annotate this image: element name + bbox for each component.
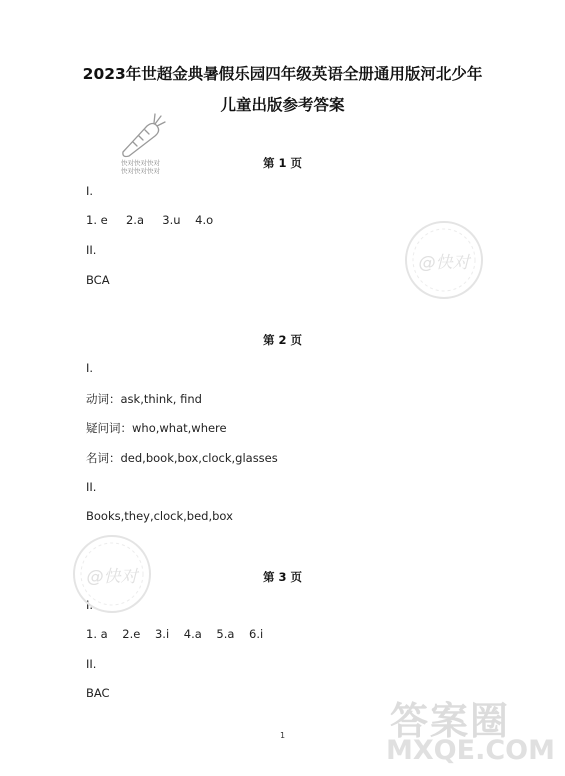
section-3-line: I.: [86, 598, 94, 612]
section-2-line: II.: [86, 480, 97, 494]
section-2-line: 名词：ded,book,box,clock,glasses: [86, 451, 278, 465]
section-1-line: II.: [86, 243, 97, 257]
section-2-line: 动词：ask,think, find: [86, 392, 202, 406]
section-3-line: 1. a 2.e 3.i 4.a 5.a 6.i: [86, 627, 264, 641]
title-line-2: 儿童出版参考答案: [220, 96, 345, 114]
watermark-url: MXQE.COM: [386, 735, 555, 766]
section-1-line: BCA: [86, 273, 110, 287]
watermark-stamp-icon: [70, 532, 154, 616]
page-number: 1: [279, 731, 286, 740]
watermark-stamp-text: @快对: [418, 253, 470, 273]
section-3-line: BAC: [86, 686, 110, 700]
section-2-line: 疑问词：who,what,where: [86, 421, 227, 435]
section-1-line: 1. e 2.a 3.u 4.o: [86, 213, 214, 227]
section-1-line: I.: [86, 184, 94, 198]
logo-caption-line-2: 快对快对快对: [121, 167, 160, 175]
watermark-site-name: 答案圈: [390, 699, 511, 743]
section-heading-page-2: 第 2 页: [262, 333, 302, 347]
watermark-stamp-icon: [402, 218, 486, 302]
title-line-1: 2023年世超金典暑假乐园四年级英语全册通用版河北少年: [82, 65, 483, 83]
section-3-line: II.: [86, 657, 97, 671]
section-heading-page-1: 第 1 页: [262, 156, 302, 170]
section-2-line: Books,they,clock,bed,box: [86, 509, 233, 523]
carrot-logo-icon: [117, 112, 167, 158]
logo-caption-line-1: 快对快对快对: [121, 159, 160, 167]
section-heading-page-3: 第 3 页: [262, 570, 302, 584]
watermark-stamp-text: @快对: [86, 567, 138, 587]
section-2-line: I.: [86, 361, 94, 375]
